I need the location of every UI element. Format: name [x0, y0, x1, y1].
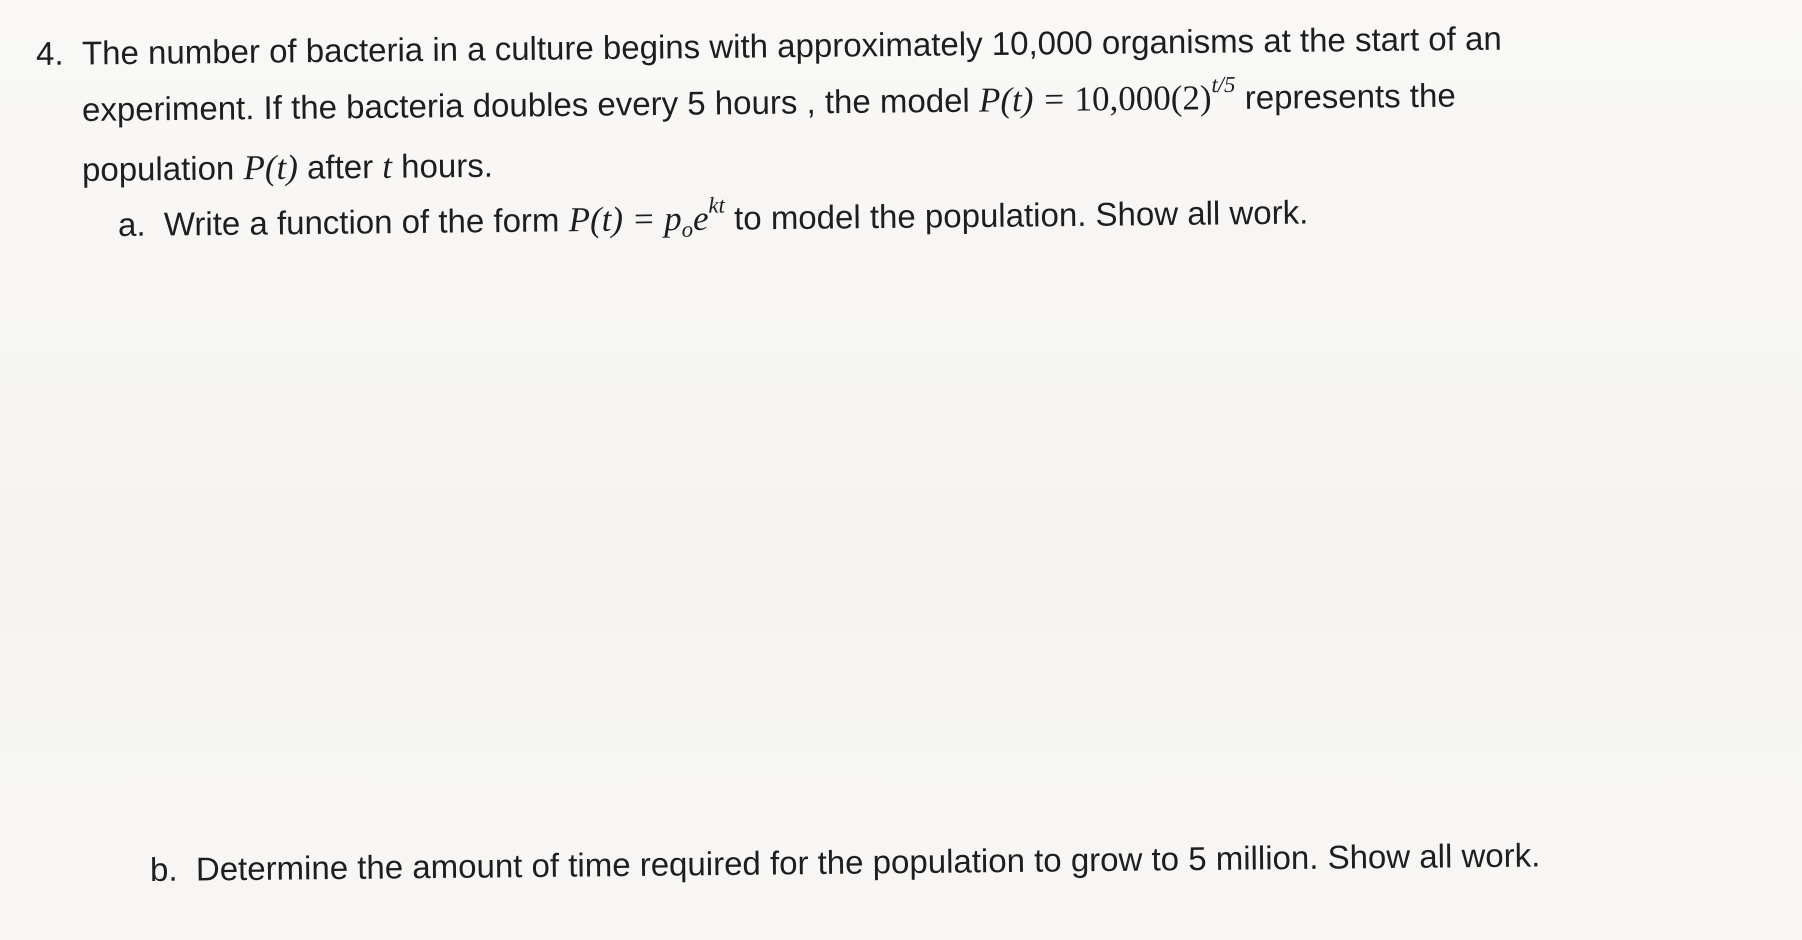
question-text-line-2-end: represents the	[1235, 76, 1456, 116]
question-4-line-3	[82, 146, 493, 190]
model-lhs: P(t) =	[978, 79, 1075, 120]
exponential-form-equation	[568, 192, 725, 242]
form-lhs: P(t) = p	[568, 199, 682, 240]
question-4-line-1	[36, 19, 1502, 74]
question-number: 4.	[35, 34, 64, 72]
question-4-line-2	[81, 71, 1456, 130]
form-subscript: o	[681, 216, 694, 242]
part-b	[150, 835, 1541, 890]
form-exponent: kt	[708, 192, 725, 218]
part-a	[118, 193, 1309, 245]
part-a-text-start: Write a function of the form	[163, 201, 569, 243]
model-equation	[978, 71, 1236, 120]
model-exponent: t/5	[1211, 71, 1236, 98]
question-text-line-3-end: hours.	[391, 146, 494, 185]
part-b-text: Determine the amount of time required for the population to grow to 5 million. Show all work.	[195, 836, 1541, 888]
question-text-line-2: experiment. If the bacteria doubles every 5 hours , the model	[81, 81, 980, 128]
question-text-line-1: The number of bacteria in a culture begins with approximately 10,000 organisms at the start of an	[81, 19, 1502, 72]
model-base: 10,000(2)	[1074, 78, 1212, 119]
part-a-label: a.	[117, 205, 146, 243]
part-b-label: b.	[149, 850, 178, 888]
time-variable: t	[382, 146, 393, 186]
question-text-line-3-start: population	[81, 149, 244, 188]
population-variable: P(t)	[243, 147, 299, 188]
form-e: e	[692, 198, 709, 238]
part-a-text-end: to model the population. Show all work.	[724, 193, 1309, 237]
question-text-line-3-mid: after	[297, 147, 383, 186]
